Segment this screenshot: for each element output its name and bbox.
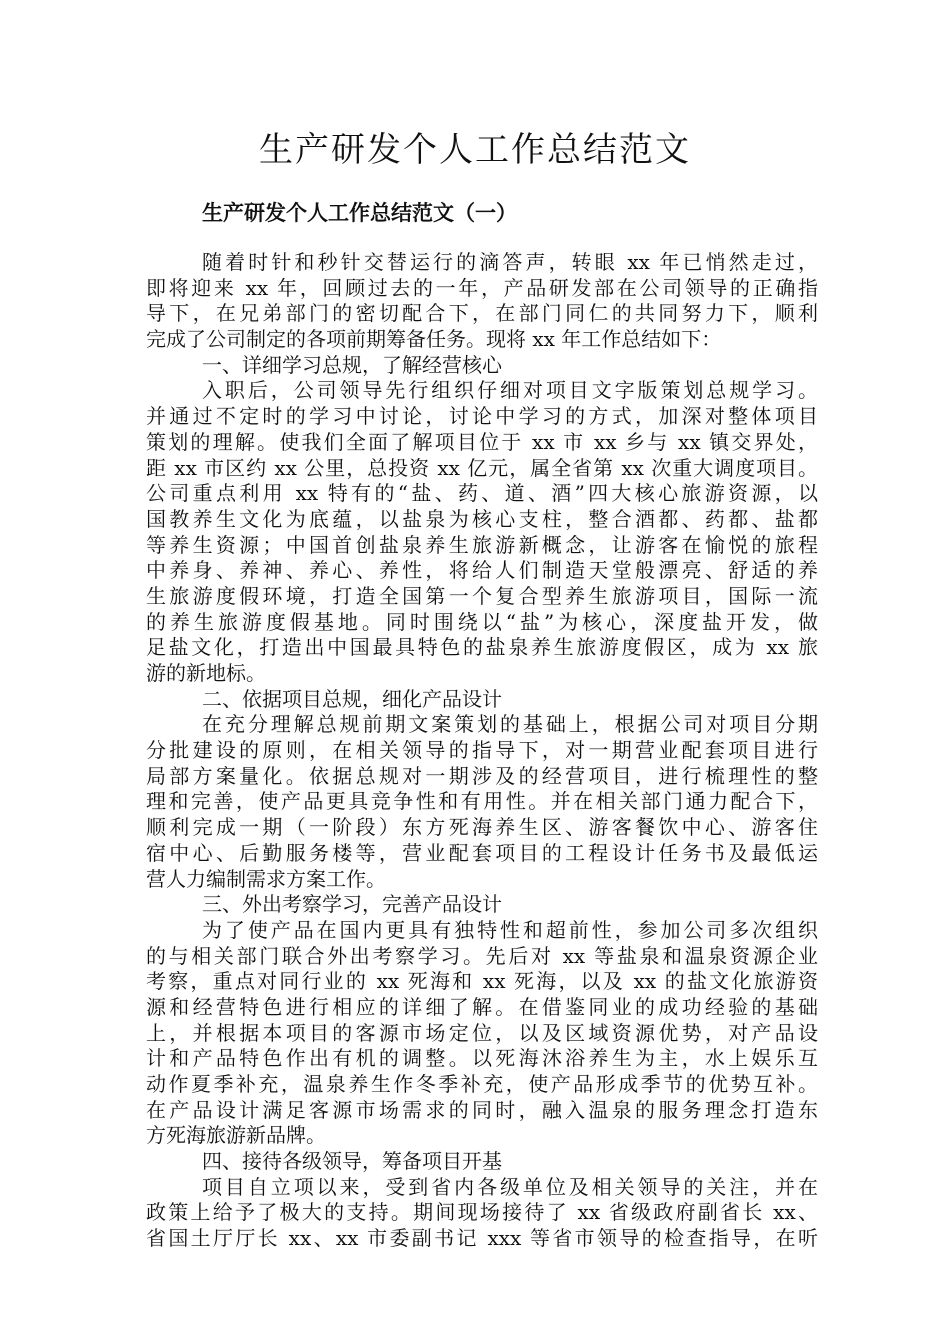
body-line: 考察，重点对同行业的 xx 死海和 xx 死海，以及 xx 的盐文化旅游资 [146, 969, 818, 994]
body-line: 完成了公司制定的各项前期筹备任务。现将 xx 年工作总结如下： [146, 327, 722, 352]
body-line: 四、接待各级领导，筹备项目开基 [202, 1149, 502, 1174]
body-line: 上，并根据本项目的客源市场定位，以及区域资源优势，对产品设 [146, 1020, 818, 1045]
body-line: 并通过不定时的学习中讨论，讨论中学习的方式，加深对整体项目 [146, 404, 818, 429]
body-line: 随着时针和秒针交替运行的滴答声，转眼 xx 年已悄然走过， [202, 250, 818, 274]
body-line: 二、依据项目总规，细化产品设计 [202, 686, 502, 711]
body-line: 国教养生文化为底蕴，以盐泉为核心支柱，整合酒都、药都、盐都 [146, 506, 818, 531]
body-line: 策划的理解。使我们全面了解项目位于 xx 市 xx 乡与 xx 镇交界处， [146, 429, 818, 454]
body-line: 公司重点利用 xx 特有的“盐、药、道、酒”四大核心旅游资源，以 [146, 481, 818, 506]
body-line: 距 xx 市区约 xx 公里，总投资 xx 亿元，属全省第 xx 次重大调度项目。 [146, 455, 818, 480]
body-line: 三、外出考察学习，完善产品设计 [202, 892, 502, 917]
body-line: 计和产品特色作出有机的调整。以死海沐浴养生为主，水上娱乐互 [146, 1046, 818, 1071]
body-line: 宿中心、后勤服务楼等，营业配套项目的工程设计任务书及最低运 [146, 840, 818, 865]
body-line: 为了使产品在国内更具有独特性和超前性，参加公司多次组织 [202, 917, 818, 942]
body-line: 项目自立项以来，受到省内各级单位及相关领导的关注，并在 [202, 1174, 818, 1199]
body-line: 省国土厅厅长 xx、xx 市委副书记 xxx 等省市领导的检查指导，在听 [146, 1226, 818, 1251]
body-line: 的养生旅游度假基地。同时围绕以“盐”为核心，深度盐开发，做 [146, 609, 818, 634]
body-line: 导下，在兄弟部门的密切配合下，在部门同仁的共同努力下，顺利 [146, 301, 818, 326]
body-line: 局部方案量化。依据总规对一期涉及的经营项目，进行梳理性的整 [146, 763, 818, 788]
body-line: 理和完善，使产品更具竞争性和有用性。并在相关部门通力配合下， [146, 789, 818, 814]
body-line: 生旅游度假环境，打造全国第一个复合型养生旅游项目，国际一流 [146, 583, 818, 608]
body-line: 分批建设的原则，在相关领导的指导下，对一期营业配套项目进行 [146, 738, 818, 763]
body-line: 入职后，公司领导先行组织仔细对项目文字版策划总规学习。 [202, 378, 818, 403]
body-line: 动作夏季补充，温泉养生作冬季补充，使产品形成季节的优势互补。 [146, 1072, 818, 1096]
body-line: 游的新地标。 [146, 661, 266, 685]
body-line: 的与相关部门联合外出考察学习。先后对 xx 等盐泉和温泉资源企业 [146, 943, 818, 968]
body-line: 等养生资源；中国首创盐泉养生旅游新概念，让游客在愉悦的旅程 [146, 532, 818, 557]
body-line: 方死海旅游新品牌。 [146, 1123, 326, 1148]
body-line: 源和经营特色进行相应的详细了解。在借鉴同业的成功经验的基础 [146, 994, 818, 1019]
body-line: 中养身、养神、养心、养性，将给人们制造天堂般漂亮、舒适的养 [146, 558, 818, 583]
document-title: 生产研发个人工作总结范文 [259, 130, 691, 170]
document-subtitle: 生产研发个人工作总结范文（一） [202, 200, 517, 225]
body-line: 足盐文化，打造出中国最具特色的盐泉养生旅游度假区，成为 xx 旅 [146, 635, 818, 660]
body-line: 在产品设计满足客源市场需求的同时，融入温泉的服务理念打造东 [146, 1097, 818, 1122]
document-body [146, 250, 818, 1252]
body-line: 在充分理解总规前期文案策划的基础上，根据公司对项目分期 [202, 712, 818, 737]
body-line: 营人力编制需求方案工作。 [146, 866, 386, 891]
body-line: 政策上给予了极大的支持。期间现场接待了 xx 省级政府副省长 xx、 [146, 1200, 818, 1225]
body-line: 一、详细学习总规，了解经营核心 [202, 352, 502, 377]
body-line: 顺利完成一期（一阶段）东方死海养生区、游客餐饮中心、游客住 [146, 815, 818, 840]
body-line: 即将迎来 xx 年，回顾过去的一年，产品研发部在公司领导的正确指 [146, 275, 818, 300]
